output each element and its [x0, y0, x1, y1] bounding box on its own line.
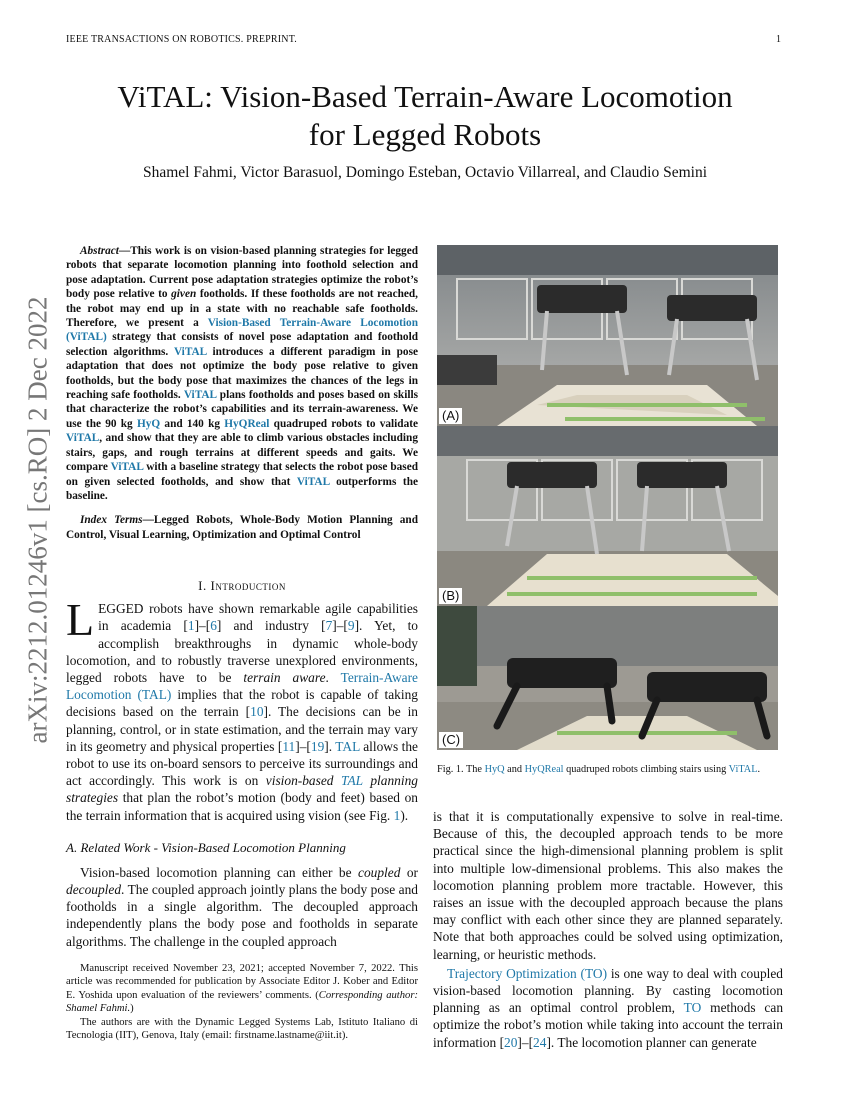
body-text: ]–[: [295, 738, 311, 754]
abstract-text: quadruped robots to validate: [269, 417, 419, 430]
body-text: methods can optimize the robot’s motion while taking into account the terrain information [: [433, 1000, 784, 1050]
abstract-text: outperforms the baseline.: [66, 475, 418, 502]
citation-link[interactable]: 9: [347, 618, 355, 634]
abstract-text: —This work is on vision-based planning strategies for legged robots that separate locomotion planning into foothold selection and pose adaptation. Current pose adaptation strategies optimize the robot’s body pose relative to: [66, 245, 418, 301]
figure-panel-c: [437, 606, 778, 750]
body-text: that plan the robot’s motion (body and feet) based on the terrain information that is acquired using vision (see Fig.: [66, 790, 418, 823]
acronym-link-vital[interactable]: ViTAL: [183, 389, 217, 402]
caption-text: Fig. 1. The: [437, 764, 485, 775]
citation-link[interactable]: 6: [210, 618, 217, 634]
acronym-link-to[interactable]: Trajectory Optimization (TO): [447, 965, 608, 981]
section-heading: [66, 578, 418, 594]
panel-label-c: (C): [439, 732, 463, 748]
footnote-text: ): [130, 1003, 134, 1015]
body-text: ]. The locomotion planner can generate: [546, 1034, 757, 1050]
footnote-text: Manuscript received November 23, 2021; accepted November 7, 2022. This article was recommended for publication by Associate Editor J. Kober and Editor E. Yoshida upon evaluation of the reviewers’ comments. (: [66, 963, 418, 1001]
acronym-link-tal[interactable]: Terrain-Aware Locomotion (TAL): [66, 669, 418, 703]
acronym-link-vital[interactable]: Vision-Based Terrain-Aware Locomotion (ViTAL): [66, 317, 418, 344]
related-work-paragraph: [66, 864, 418, 950]
abstract-label: Abstract: [80, 245, 119, 257]
abstract: [66, 244, 418, 503]
body-text: implies that the robot is capable of taking decisions based on the terrain [: [66, 687, 418, 720]
body-text: or: [400, 864, 418, 880]
abstract-emphasis: given: [171, 288, 197, 301]
left-column: [66, 244, 418, 950]
abstract-text: with a baseline strategy that selects the robot pose based on given selected footholds, and show that: [66, 461, 418, 488]
caption-text: and: [504, 764, 525, 775]
body-text: ]–[: [517, 1034, 534, 1050]
abstract-text: footholds. If these footholds are not reached, the robot may end up in a state with no reachable safe footholds. Therefore, we present a: [66, 288, 418, 330]
right-paragraph-1: is that it is computationally expensive to solve in real-time. Because of this, the decoupled approach tends to be more practical since the high-dimensional planning problem is split into multiple low-dimensional problems. This also makes the locomotion planning problem more tractable. However, this raises an issue with the decoupled approach because the plans may conflict with each other since they are planned separately. Note that both approaches could be solved using optimization, learning, or heuristic methods.: [433, 809, 783, 962]
robot-stairs-photo-b: [437, 426, 778, 606]
emphasis: terrain aware: [243, 669, 326, 685]
acronym-link-vital[interactable]: ViTAL: [296, 475, 330, 488]
citation-link[interactable]: 19: [310, 738, 325, 754]
acronym-link-tal[interactable]: TAL: [341, 773, 363, 789]
body-text: ]–[: [194, 618, 211, 634]
acronym-link-to[interactable]: TO: [683, 1000, 702, 1016]
body-text: ].: [324, 738, 336, 754]
abstract-text: , and show that they are able to climb various obstacles including stairs, gaps, and rough terrains at different speeds and gaits. We compare: [66, 432, 418, 474]
index-terms: [66, 513, 418, 542]
footnote: [66, 962, 418, 1042]
robot-stairs-photo-c: [437, 606, 778, 750]
acronym-link-vital[interactable]: ViTAL: [66, 432, 100, 445]
panel-label-b: (B): [439, 588, 462, 604]
footnote-manuscript: [66, 962, 418, 1016]
figure-link[interactable]: 1: [393, 807, 401, 823]
title-line-1: ViTAL: Vision-Based Terrain-Aware Locomotion: [117, 79, 733, 114]
acronym-link-vital[interactable]: ViTAL: [173, 345, 207, 358]
panel-label-a: (A): [439, 408, 462, 424]
body-text: ).: [400, 807, 409, 823]
caption-text: quadruped robots climbing stairs using: [563, 764, 729, 775]
acronym-link-tal[interactable]: TAL: [335, 738, 360, 754]
footnote-affiliation: The authors are with the Dynamic Legged Systems Lab, Istituto Italiano di Tecnologia (IIT), Genova, Italy (email: firstname.lastname@iit.it).: [66, 1016, 418, 1042]
body-text: is one way to deal with coupled vision-based locomotion planning. By casting locomotion planning as an optimal control problem,: [433, 965, 784, 1016]
section-title: Introduction: [210, 578, 286, 594]
body-text: ]. Yet, to accomplish breakthroughs in dynamic whole-body locomotion, and to robustly traverse unexplored environments, legged robots have to be: [66, 618, 418, 685]
citation-link[interactable]: 7: [325, 618, 333, 634]
citation-link[interactable]: 11: [282, 738, 296, 754]
arxiv-stamp-text: arXiv:2212.01246v1 [cs.RO] 2 Dec 2022: [22, 296, 53, 744]
emphasis: coupled: [358, 864, 401, 880]
acronym-link-hyq[interactable]: HyQ: [136, 417, 161, 430]
emphasis: planning strategies: [66, 773, 418, 806]
footnote-emphasis: Corresponding author: Shamel Fahmi.: [66, 989, 418, 1015]
acronym-link-hyq[interactable]: HyQ: [484, 764, 505, 775]
body-text: EGGED robots have shown remarkable agile capabilities in academia [: [98, 601, 418, 634]
citation-link[interactable]: 24: [533, 1034, 547, 1050]
citation-link[interactable]: 20: [504, 1034, 518, 1050]
paper-title: [0, 78, 850, 154]
page-number: 1: [776, 34, 782, 45]
index-terms-label: Index Terms: [80, 514, 143, 527]
body-text: ]–[: [332, 618, 348, 634]
title-line-2: for Legged Robots: [308, 117, 542, 152]
body-text: ]. The decisions can be in planning, control, or in state estimation, and the terrain may vary in its geometry and physical properties [: [66, 704, 419, 754]
caption-text: .: [757, 764, 761, 775]
acronym-link-hyqreal[interactable]: HyQReal: [524, 764, 564, 775]
intro-paragraph: [66, 594, 419, 824]
running-header: IEEE TRANSACTIONS ON ROBOTICS. PREPRINT.: [66, 34, 297, 45]
abstract-text: introduces a different paradigm in pose adaptation that does not optimize the body pose relative to given footholds, but the body pose that maximizes the chances of the legs in reaching safe footholds.: [66, 345, 418, 402]
body-text: . The coupled approach jointly plans the body pose and footholds in a single algorithm. The decoupled approach independently plans the body pose and footholds in separate algorithms. The challenge in the coupled approach: [66, 881, 418, 949]
robot-stairs-photo-a: [437, 245, 778, 426]
abstract-text: and 140 kg: [160, 417, 225, 430]
right-column: [433, 808, 783, 1051]
body-text: ] and industry [: [216, 618, 326, 634]
figure-panel-b: [437, 426, 778, 606]
drop-cap: L: [66, 594, 95, 646]
acronym-link-vital[interactable]: ViTAL: [110, 461, 144, 474]
index-terms-text: —Legged Robots, Whole-Body Motion Planning and Control, Visual Learning, Optimization and Optimal Control: [66, 514, 418, 541]
body-text: allows the robot to use its on-board sensors to perceive its surroundings and act accordingly. This work is on: [66, 738, 418, 789]
section-number: I.: [198, 578, 207, 594]
author-list: Shamel Fahmi, Victor Barasuol, Domingo Esteban, Octavio Villarreal, and Claudio Semini: [142, 164, 708, 181]
body-text: Vision-based locomotion planning can either be: [80, 864, 358, 880]
figure-caption: [437, 764, 782, 775]
citation-link[interactable]: 10: [250, 704, 264, 720]
right-paragraph-2: [433, 965, 783, 1051]
abstract-text: strategy that consists of novel pose adaptation and foothold selection algorithms.: [66, 331, 418, 358]
acronym-link-vital[interactable]: ViTAL: [728, 764, 758, 775]
emphasis: vision-based: [265, 773, 334, 789]
abstract-text: plans footholds and poses based on skills that characterize the robot’s capabilities and its terrain-awareness. We use the 90 kg: [66, 389, 419, 430]
emphasis: decoupled: [66, 881, 122, 897]
subsection-heading: A. Related Work - Vision-Based Locomotion Planning: [66, 839, 346, 855]
body-text: .: [325, 669, 341, 685]
citation-link[interactable]: 1: [187, 618, 195, 634]
acronym-link-hyqreal[interactable]: HyQReal: [224, 417, 270, 430]
figure-panel-a: [437, 245, 778, 426]
